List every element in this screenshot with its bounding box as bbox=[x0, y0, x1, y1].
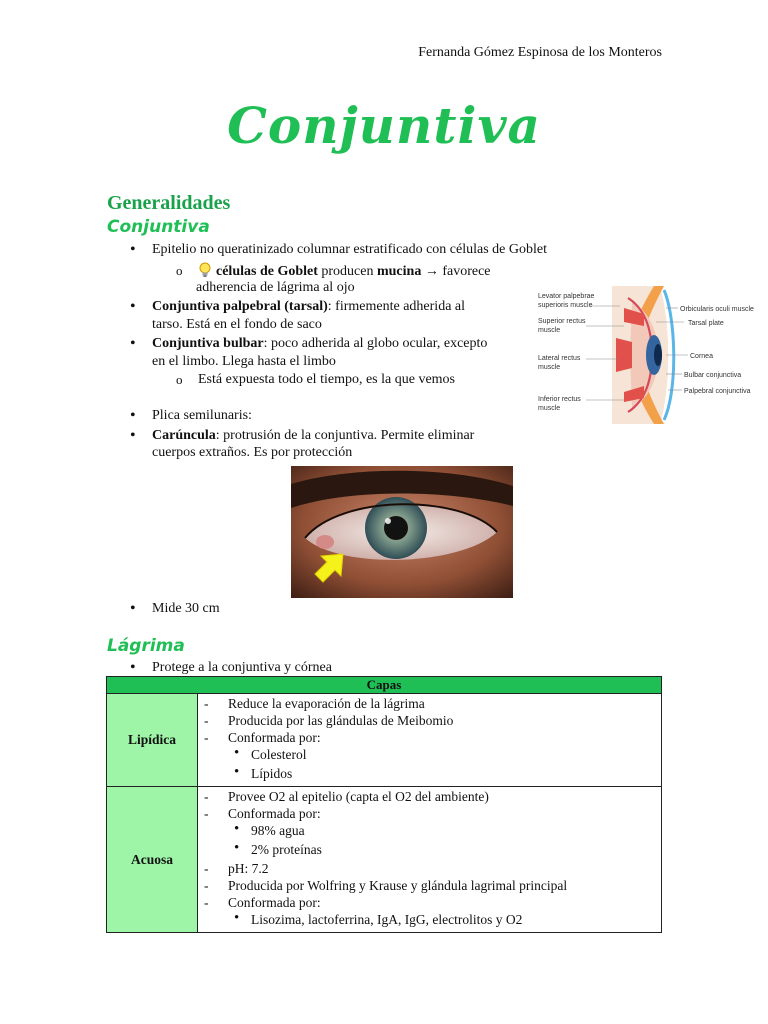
lipidica-detail-2: Producida por las glándulas de Meibomio bbox=[228, 713, 454, 728]
table-row-acuosa bbox=[107, 787, 662, 933]
lipidica-detail-1: Reduce la evaporación de la lágrima bbox=[228, 696, 425, 711]
note-text: Epitelio no queratinizado columnar estratificado con células de Goblet bbox=[152, 242, 547, 257]
goblet-rest: → favorece bbox=[421, 264, 491, 279]
table-row-lipidica bbox=[107, 694, 662, 787]
note-palpebral bbox=[152, 298, 465, 315]
goblet-mid: producen bbox=[317, 264, 377, 279]
note-goblet-line2: adherencia de lágrima al ojo bbox=[196, 280, 355, 295]
label-cornea: Cornea bbox=[690, 353, 713, 360]
note-palpebral-line2: tarso. Está en el fondo de saco bbox=[152, 317, 322, 332]
acuosa-detail-1: Provee O2 al epitelio (capta el O2 del ambiente) bbox=[228, 789, 489, 804]
goblet-bold: células de Goblet bbox=[216, 264, 318, 279]
label-lateral-2: muscle bbox=[538, 364, 561, 371]
mucina-bold: mucina bbox=[376, 264, 422, 279]
note-caruncula bbox=[152, 427, 474, 444]
layer-name-acuosa: Acuosa bbox=[107, 787, 198, 933]
acuosa-detail-4: Producida por Wolfring y Krause y glándula lagrimal principal bbox=[228, 878, 568, 893]
lightbulb-icon bbox=[198, 262, 212, 278]
acuosa-detail-2: Conformada por: bbox=[228, 806, 321, 821]
subsection-conjuntiva: Conjuntiva bbox=[107, 217, 210, 237]
note-bulbar-sub: o Está expuesta todo el tiempo, es la que vemos bbox=[198, 371, 455, 388]
eye-photo bbox=[291, 466, 513, 598]
label-levator-2: superioris muscle bbox=[538, 302, 593, 309]
page-title: Conjuntiva bbox=[227, 96, 541, 155]
label-superior-2: muscle bbox=[538, 327, 561, 334]
note-bulbar-line2: en el limbo. Llega hasta el limbo bbox=[152, 354, 336, 369]
note-epitelio bbox=[152, 241, 547, 258]
section-generalidades: Generalidades bbox=[107, 192, 231, 214]
note-protege: • Protege a la conjuntiva y córnea bbox=[152, 659, 332, 676]
note-caruncula-line2: cuerpos extraños. Es por protección bbox=[152, 445, 353, 460]
lipidica-detail-3: Conformada por: bbox=[228, 730, 321, 745]
note-plica: • Plica semilunaris: bbox=[152, 407, 252, 424]
acuosa-bullet-3: Lisozima, lactoferrina, IgA, IgG, electrolitos y O2 bbox=[251, 912, 523, 927]
table-header-row bbox=[107, 677, 662, 694]
note-goblet bbox=[198, 262, 491, 280]
layer-details-acuosa: - Provee O2 al epitelio (capta el O2 del ambiente) - Conformada por: • 98% agua • 2% proteínas - pH: 7.2 - Producida por Wolfring y Krause y glándula lagrimal principal - Conformada por: • Lisozima, lactoferrina, IgA, IgG, electrolitos y O2 bbox=[198, 787, 662, 933]
label-levator: Levator palpebrae bbox=[538, 293, 595, 300]
note-mide: • Mide 30 cm bbox=[152, 600, 220, 617]
label-lateral: Lateral rectus bbox=[538, 355, 581, 362]
acuosa-detail-5: Conformada por: bbox=[228, 895, 321, 910]
note-bulbar bbox=[152, 335, 487, 352]
acuosa-bullet-2: 2% proteínas bbox=[251, 842, 322, 857]
label-superior: Superior rectus bbox=[538, 318, 586, 325]
author-name: Fernanda Gómez Espinosa de los Monteros bbox=[418, 45, 662, 60]
lipidica-bullet-2: Lípidos bbox=[251, 766, 293, 781]
label-inferior: Inferior rectus bbox=[538, 396, 581, 403]
layer-name-lipidica: Lipídica bbox=[107, 694, 198, 787]
label-tarsal: Tarsal plate bbox=[688, 320, 724, 327]
palpebral-rest: : firmemente adherida al bbox=[327, 299, 466, 314]
label-inferior-2: muscle bbox=[538, 405, 561, 412]
bulbar-rest: : poco adherida al globo ocular, excepto bbox=[263, 336, 488, 351]
palpebral-bold: Conjuntiva palpebral (tarsal) bbox=[152, 299, 328, 314]
acuosa-bullet-1: 98% agua bbox=[251, 823, 305, 838]
label-bulbar: Bulbar conjunctiva bbox=[684, 372, 742, 379]
label-orbicularis: Orbicularis oculi muscle bbox=[680, 306, 754, 313]
layer-details-lipidica: - Reduce la evaporación de la lágrima - Producida por las glándulas de Meibomio - Conformada por: • Colesterol • Lípidos bbox=[198, 694, 662, 787]
caruncula-rest: : protrusión de la conjuntiva. Permite eliminar bbox=[215, 428, 475, 443]
lipidica-bullet-1: Colesterol bbox=[251, 747, 307, 762]
bulbar-bold: Conjuntiva bulbar bbox=[152, 336, 264, 351]
label-palpebral: Palpebral conjunctiva bbox=[684, 388, 751, 395]
capas-table bbox=[106, 676, 662, 933]
eye-anatomy-diagram bbox=[532, 282, 758, 428]
caruncula-bold: Carúncula bbox=[152, 428, 216, 443]
subsection-lagrima: Lágrima bbox=[107, 636, 185, 656]
acuosa-detail-3: pH: 7.2 bbox=[228, 861, 269, 876]
table-header: Capas bbox=[107, 677, 662, 694]
